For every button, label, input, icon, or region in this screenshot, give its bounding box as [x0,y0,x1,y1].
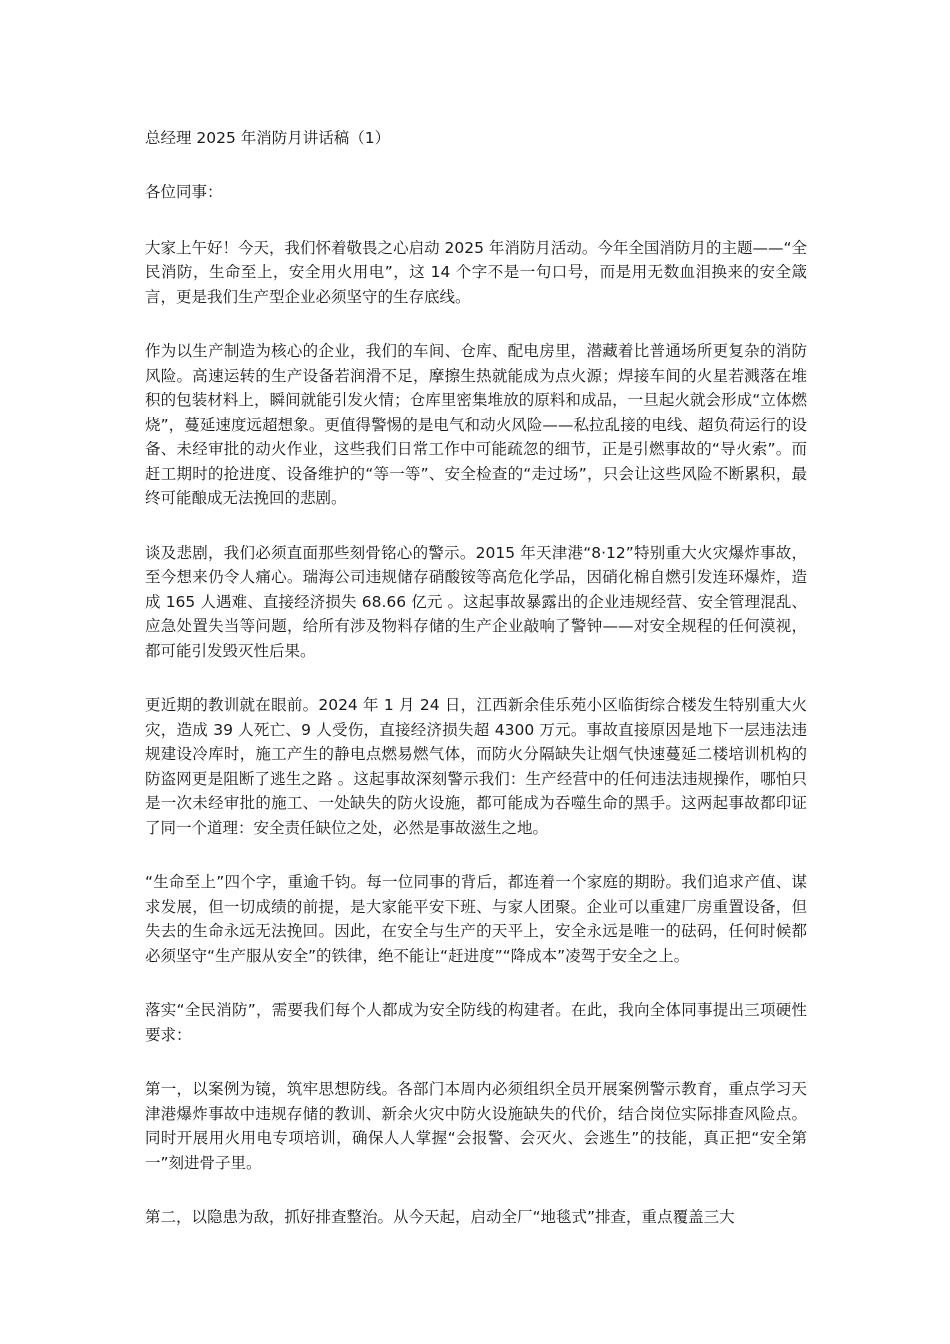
paragraph-4: 更近期的教训就在眼前。2024 年 1 月 24 日，江西新余佳乐苑小区临街综合楼发生特别重大火灾，造成 39 人死亡、9 人受伤，直接经济损失超 4300 万元。事故直接原因是地下一层违法违规建设冷库时，施工产生的静电点燃易燃气体，而防火分隔缺失让烟气快速蔓延二楼培训机构的防盗网更是阻断了逃生之路 。这起事故深刻警示我们：生产经营中的任何违法违规操作，哪怕只是一次未经审批的施工、一处缺失的防火设施，都可能成为吞噬生命的黑手。这两起事故都印证了同一个道理：安全责任缺位之处，必然是事故滋生之地。 [145,696,807,837]
paragraph-7: 第一，以案例为镜，筑牢思想防线。各部门本周内必须组织全员开展案例警示教育，重点学习天津港爆炸事故中违规存储的教训、新余火灾中防火设施缺失的代价，结合岗位实际排查风险点。同时开展用火用电专项培训，确保人人掌握“会报警、会灭火、会逃生”的技能，真正把“安全第一”刻进骨子里。 [145,1080,807,1172]
document-page [145,126,807,1260]
paragraph-6: 落实“全民消防”，需要我们每个人都成为安全防线的构建者。在此，我向全体同事提出三项硬性要求： [145,1001,807,1044]
paragraph-3: 谈及悲剧，我们必须直面那些刻骨铭心的警示。2015 年天津港“8·12”特别重大火灾爆炸事故，至今想来仍令人痛心。瑞海公司违规储存硝酸铵等高危化学品，因硝化棉自燃引发连环爆炸，造成 165 人遇难、直接经济损失 68.66 亿元 。这起事故暴露出的企业违规经营、安全管理混乱、应急处置失当等问题，给所有涉及物料存储的生产企业敲响了警钟——对安全规程的任何漠视，都可能引发毁灭性后果。 [145,543,807,660]
greeting: 各位同事： [145,183,223,201]
paragraph-2: 作为以生产制造为核心的企业，我们的车间、仓库、配电房里，潜藏着比普通场所更复杂的消防风险。高速运转的生产设备若润滑不足，摩擦生热就能成为点火源；焊接车间的火星若溅落在堆积的包装材料上，瞬间就能引发火情；仓库里密集堆放的原料和成品，一旦起火就会形成“立体燃烧”，蔓延速度远超想象。更值得警惕的是电气和动火风险——私拉乱接的电线、超负荷运行的设备、未经审批的动火作业，这些我们日常工作中可能疏忽的细节，正是引燃事故的“导火索”。而赶工期时的抢进度、设备维护的“等一等”、安全检查的“走过场”，只会让这些风险不断累积，最终可能酿成无法挽回的悲剧。 [145,342,807,507]
document-title: 总经理 2025 年消防月讲话稿（1） [145,129,391,147]
paragraph-5: “生命至上”四个字，重逾千钧。每一位同事的背后，都连着一个家庭的期盼。我们追求产值、谋求发展，但一切成绩的前提，是大家能平安下班、与家人团聚。企业可以重建厂房重置设备，但失去的生命永远无法挽回。因此，在安全与生产的天平上，安全永远是唯一的砝码，任何时候都必须坚守“生产服从安全”的铁律，绝不能让“赶进度”“降成本”凌驾于安全之上。 [145,873,807,965]
paragraph-1: 大家上午好！今天，我们怀着敬畏之心启动 2025 年消防月活动。今年全国消防月的主题——“全民消防，生命至上，安全用火用电”，这 14 个字不是一句口号，而是用无数血泪换来的安全箴言，更是我们生产型企业必须坚守的生存底线。 [145,238,807,306]
paragraph-8: 第二，以隐患为敌，抓好排查整治。从今天起，启动全厂“地毯式”排查，重点覆盖三大 [145,1208,735,1226]
